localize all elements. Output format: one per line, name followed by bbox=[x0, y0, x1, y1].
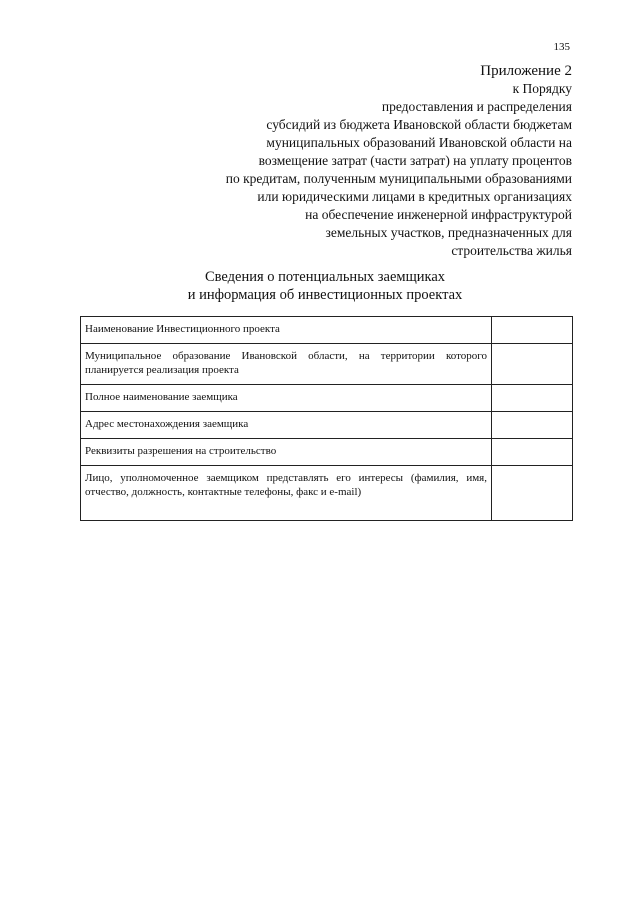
row-value-cell bbox=[492, 466, 573, 521]
document-title-line: и информация об инвестиционных проектах bbox=[187, 287, 463, 303]
table-row bbox=[81, 344, 573, 385]
table-row bbox=[81, 317, 573, 344]
row-value-cell bbox=[492, 439, 573, 466]
appendix-header-line: на обеспечение инженерной инфраструктурой bbox=[305, 207, 572, 222]
table-row bbox=[81, 385, 573, 412]
table-row bbox=[81, 466, 573, 521]
appendix-header-line: земельных участков, предназначенных для bbox=[325, 225, 572, 240]
table-row bbox=[81, 439, 573, 466]
row-label: Наименование Инвестиционного проекта bbox=[81, 317, 492, 344]
borrower-info-table bbox=[80, 316, 573, 521]
appendix-header-line: по кредитам, полученным муниципальными образованиями bbox=[225, 171, 572, 186]
appendix-header-line: субсидий из бюджета Ивановской области бюджетам bbox=[266, 117, 572, 132]
row-label: Муниципальное образование Ивановской области, на территории которого планируется реализация проекта bbox=[81, 344, 492, 385]
row-label: Реквизиты разрешения на строительство bbox=[81, 439, 492, 466]
appendix-header-line: возмещение затрат (части затрат) на уплату процентов bbox=[258, 153, 572, 168]
appendix-header bbox=[152, 62, 572, 260]
page-number: 135 bbox=[553, 41, 570, 53]
appendix-header-line: к Порядку bbox=[512, 81, 572, 96]
row-value-cell bbox=[492, 412, 573, 439]
row-label: Адрес местонахождения заемщика bbox=[81, 412, 492, 439]
row-label: Полное наименование заемщика bbox=[81, 385, 492, 412]
appendix-header-line: строительства жилья bbox=[451, 243, 572, 258]
row-value-cell bbox=[492, 344, 573, 385]
row-value-cell bbox=[492, 317, 573, 344]
appendix-header-line: Приложение 2 bbox=[480, 63, 572, 79]
appendix-header-line: предоставления и распределения bbox=[381, 99, 572, 114]
row-label: Лицо, уполномоченное заемщиком представлять его интересы (фамилия, имя, отчество, должность, контактные телефоны, факс и e-mail) bbox=[81, 466, 492, 521]
document-title-line: Сведения о потенциальных заемщиках bbox=[204, 269, 446, 285]
row-value-cell bbox=[492, 385, 573, 412]
table-row bbox=[81, 412, 573, 439]
appendix-header-line: или юридическими лицами в кредитных организациях bbox=[257, 189, 572, 204]
document-title bbox=[80, 268, 570, 304]
appendix-header-line: муниципальных образований Ивановской области на bbox=[266, 135, 572, 150]
